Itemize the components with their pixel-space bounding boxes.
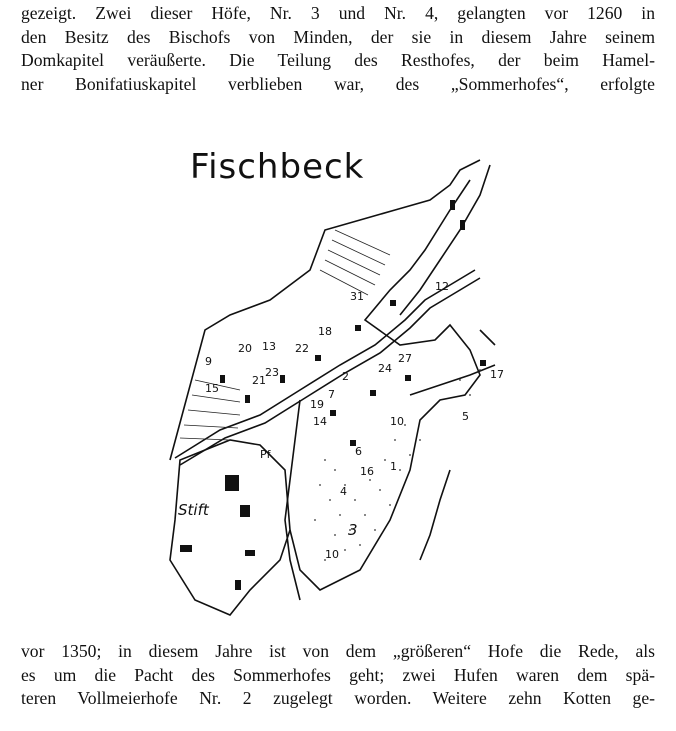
text-line: teren Vollmeierhofe Nr. 2 zugelegt worden. Weitere zehn Kotten ge- (21, 688, 655, 708)
lot-number: 3 (348, 521, 358, 539)
lot-number: 27 (398, 352, 412, 365)
field-hatching-north (320, 230, 390, 295)
lot-number: 14 (313, 415, 327, 428)
bottom-paragraph (21, 640, 655, 711)
lot-number: 16 (360, 465, 374, 478)
lot-number: 1 (390, 460, 397, 473)
lot-number: 12 (435, 280, 449, 293)
text-line: den Besitz des Bischofs von Minden, der sie in diesem Jahre seinem (21, 26, 655, 47)
pf-label: Pf (260, 448, 271, 461)
top-paragraph (21, 2, 655, 96)
lot-number: 10 (390, 415, 404, 428)
lot-number: 4 (340, 485, 347, 498)
lot-number: 9 (205, 355, 212, 368)
village-map-fischbeck (150, 140, 530, 635)
lot-number: 17 (490, 368, 504, 381)
lot-number: 24 (378, 362, 392, 375)
stift-label: Stift (178, 501, 209, 519)
main-road (175, 270, 475, 458)
lot-number: 15 (205, 382, 219, 395)
text-line: Domkapitel veräußerte. Die Teilung des Resthofes, der beim Hamel- (21, 50, 655, 70)
map-title: Fischbeck (190, 147, 365, 187)
lot-number: 31 (350, 290, 364, 303)
text-line: ner Bonifatiuskapitel verblieben war, des „Sommerhofes“, erfolgte (21, 73, 655, 94)
lot-number: 21 (252, 374, 266, 387)
text-line: vor 1350; in diesem Jahre ist von dem „größeren“ Hofe die Rede, als (21, 641, 655, 661)
lot-number: 22 (295, 342, 309, 355)
lot-number: 23 (265, 366, 279, 379)
lot-number: 6 (355, 445, 362, 458)
lot-number: 5 (462, 410, 469, 423)
stift-boundary (170, 440, 290, 615)
lot-numbers (205, 280, 504, 561)
lot-number: 7 (328, 388, 335, 401)
field-stipple-southeast (314, 369, 481, 561)
lot-number: 20 (238, 342, 252, 355)
lot-number: 13 (262, 340, 276, 353)
lot-number: 2 (342, 370, 349, 383)
lot-number: 18 (318, 325, 332, 338)
south-road (285, 400, 300, 600)
text-line: gezeigt. Zwei dieser Höfe, Nr. 3 und Nr. 4, gelangten vor 1260 in (21, 3, 655, 23)
lot-number: 19 (310, 398, 324, 411)
lot-number: 10 (325, 548, 339, 561)
text-line: es um die Pacht des Sommerhofes geht; zwei Hufen waren dem spä- (21, 664, 655, 685)
east-road (410, 365, 495, 395)
